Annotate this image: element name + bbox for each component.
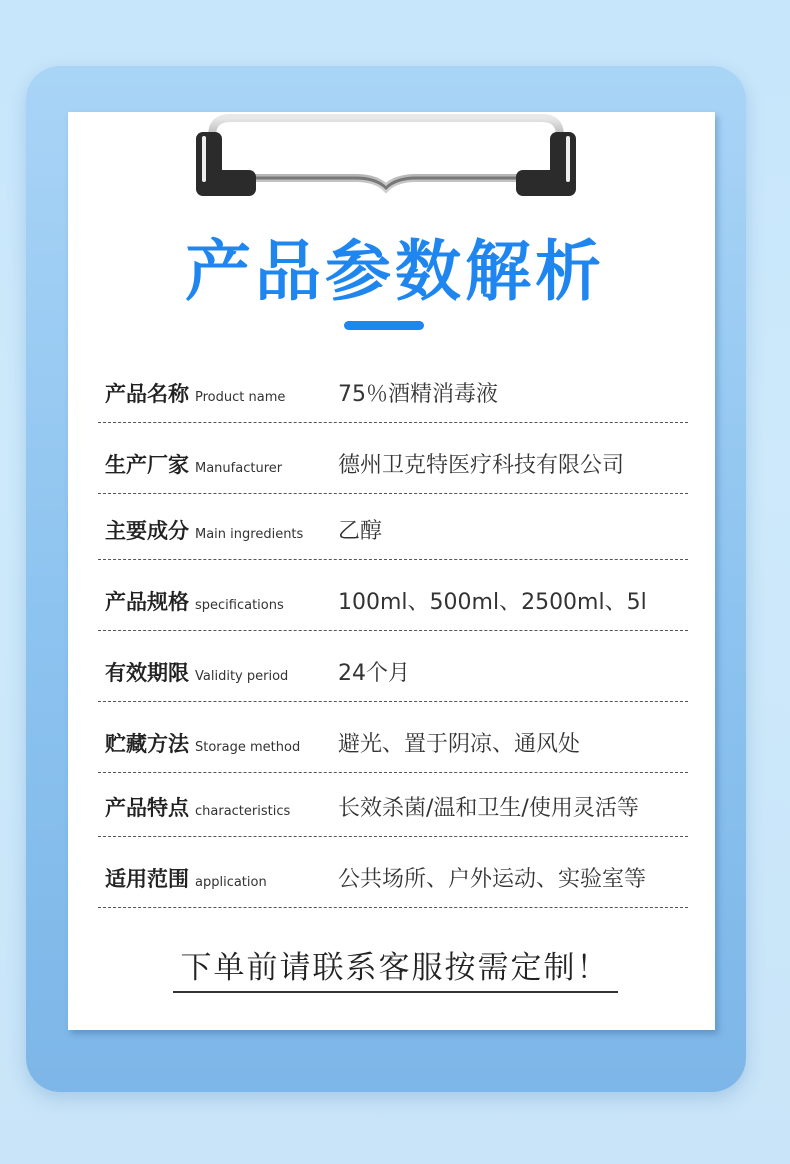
row-label: 产品名称 Product name	[105, 382, 286, 406]
row-label: 适用范围 application	[105, 867, 267, 891]
clipboard-clip-icon	[190, 108, 582, 208]
title-underline	[344, 321, 424, 330]
row-value: 长效杀菌/温和卫生/使用灵活等	[338, 796, 639, 821]
table-row	[98, 773, 688, 837]
row-value: 公共场所、户外运动、实验室等	[338, 867, 647, 892]
table-row	[98, 702, 688, 773]
row-label-en: Product name	[195, 390, 286, 405]
row-label-en: characteristics	[195, 804, 291, 819]
row-label-en: specifications	[195, 598, 284, 613]
row-label: 主要成分 Main ingredients	[105, 519, 304, 543]
table-row	[98, 494, 688, 560]
row-label-en: Validity period	[195, 669, 289, 684]
row-label-en: Manufacturer	[195, 461, 283, 476]
row-label-en: Storage method	[195, 740, 301, 755]
table-row	[98, 837, 688, 908]
table-row	[98, 423, 688, 494]
row-label: 产品特点 characteristics	[105, 796, 291, 820]
page-title: 产品参数解析	[185, 233, 605, 310]
row-label-en: Main ingredients	[195, 527, 304, 542]
row-value: 24个月	[338, 661, 410, 686]
table-row	[98, 360, 688, 423]
footer-note	[0, 942, 790, 993]
row-label: 有效期限 Validity period	[105, 661, 289, 685]
row-label: 产品规格 specifications	[105, 590, 284, 614]
row-value: 德州卫克特医疗科技有限公司	[338, 453, 625, 478]
parameter-table	[98, 360, 688, 908]
row-value: 75％酒精消毒液	[338, 382, 498, 407]
row-label: 生产厂家 Manufacturer	[105, 453, 283, 477]
row-value: 乙醇	[338, 519, 383, 544]
table-row	[98, 560, 688, 631]
row-label: 贮藏方法 Storage method	[105, 732, 301, 756]
row-value: 100ml、500ml、2500ml、5l	[338, 590, 647, 615]
row-label-en: application	[195, 875, 267, 890]
footer-text: 下单前请联系客服按需定制！	[173, 942, 618, 993]
row-value: 避光、置于阴凉、通风处	[338, 732, 581, 757]
table-row	[98, 631, 688, 702]
